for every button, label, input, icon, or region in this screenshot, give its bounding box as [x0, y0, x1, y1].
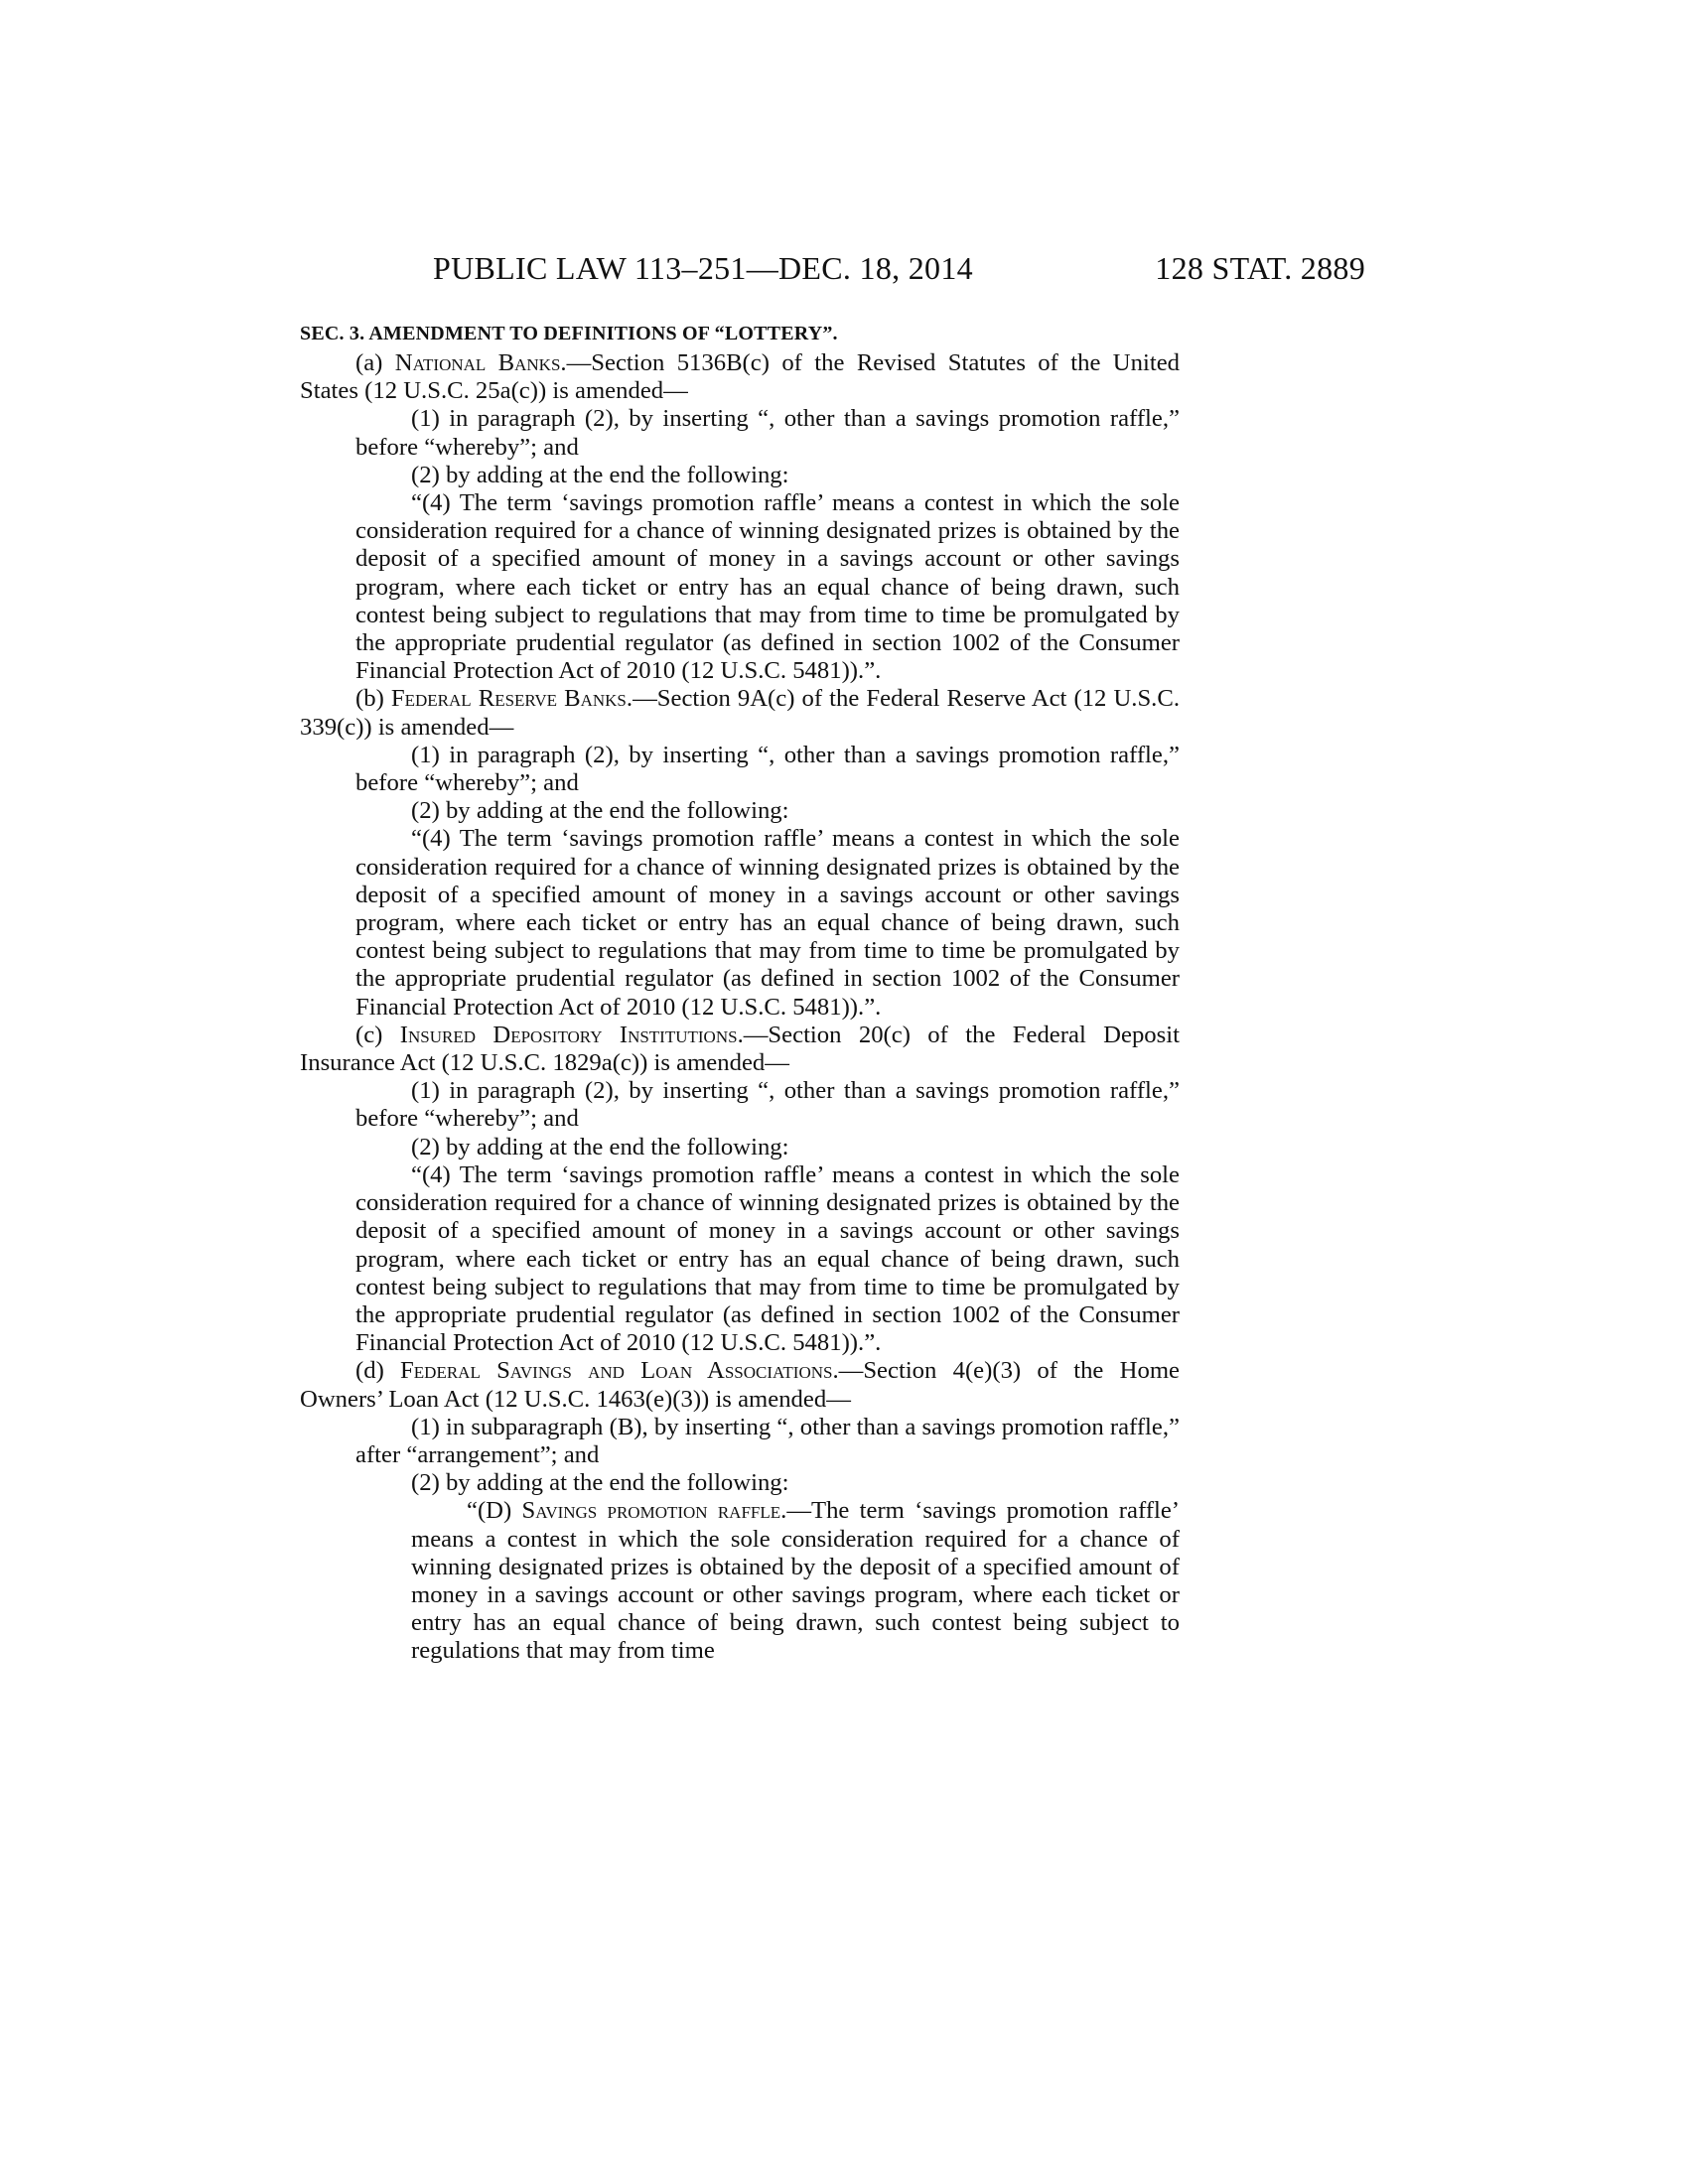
definition-b4: “(4) The term ‘savings promotion raffle’ means a contest in which the sole consideration required for a chance of winning designated prizes is obtained by the deposit of a specified amount of money in a savings account or other savings program, where each ticket or entry has an equal chance of being drawn, such contest being subject to regulations that may from time to time be promulgated by the appropriate prudential regulator (as defined in section 1002 of the Consumer Financial Protection Act of 2010 (12 U.S.C. 5481)).”. [355, 825, 1180, 1021]
subsection-b-caption: Federal Reserve Banks [390, 685, 627, 713]
definition-d-caption: Savings promotion raffle [521, 1497, 781, 1525]
subsection-d-text: .—Section 4(e)(3) of the Home Owners’ Loan Act (12 U.S.C. 1463(e)(3)) is amended— [300, 1357, 1180, 1413]
paragraph-a1: (1) in paragraph (2), by inserting “, other than a savings promotion raffle,” before “whereby”; and [355, 405, 1180, 461]
subsection-b-label: (b) [355, 685, 391, 713]
paragraph-b1: (1) in paragraph (2), by inserting “, other than a savings promotion raffle,” before “whereby”; and [355, 741, 1180, 797]
definition-d-label: “(D) [467, 1497, 522, 1525]
subsection-d-label: (d) [355, 1357, 401, 1385]
paragraph-d1: (1) in subparagraph (B), by inserting “, other than a savings promotion raffle,” after “arrangement”; and [355, 1413, 1180, 1468]
paragraph-d2: (2) by adding at the end the following: [411, 1469, 789, 1497]
subsection-b-text: .—Section 9A(c) of the Federal Reserve Act (12 U.S.C. 339(c)) is amended— [300, 685, 1180, 741]
subsection-c-text: .—Section 20(c) of the Federal Deposit Insurance Act (12 U.S.C. 1829a(c)) is amended— [300, 1021, 1180, 1077]
running-header-stat-page: 128 STAT. 2889 [1155, 250, 1365, 286]
paragraph-a2: (2) by adding at the end the following: [411, 461, 789, 488]
subsection-c [300, 1022, 1180, 1077]
subsection-a-caption: National Banks [394, 349, 561, 376]
definition-d [300, 1497, 1180, 1665]
subsection-b [300, 685, 1180, 741]
definition-c4: “(4) The term ‘savings promotion raffle’ means a contest in which the sole consideration required for a chance of winning designated prizes is obtained by the deposit of a specified amount of money in a savings account or other savings program, where each ticket or entry has an equal chance of being drawn, such contest being subject to regulations that may from time to time be promulgated by the appropriate prudential regulator (as defined in section 1002 of the Consumer Financial Protection Act of 2010 (12 U.S.C. 5481)).”. [355, 1160, 1180, 1357]
subsection-a-label: (a) [355, 349, 395, 376]
definition-d-text: .—The term ‘savings promotion raffle’ means a contest in which the sole consideration required for a chance of winning designated prizes is obtained by the deposit of a specified amount of money in a savings account or other savings program, where each ticket or entry has an equal chance of being drawn, such contest being subject to regulations that may from time [411, 1497, 1181, 1665]
subsection-a [300, 349, 1180, 405]
subsection-a-text: .—Section 5136B(c) of the Revised Statutes of the United States (12 U.S.C. 25a(c)) is amended— [300, 349, 1180, 405]
definition-a4: “(4) The term ‘savings promotion raffle’ means a contest in which the sole consideration required for a chance of winning designated prizes is obtained by the deposit of a specified amount of money in a savings account or other savings program, where each ticket or entry has an equal chance of being drawn, such contest being subject to regulations that may from time to time be promulgated by the appropriate prudential regulator (as defined in section 1002 of the Consumer Financial Protection Act of 2010 (12 U.S.C. 5481)).”. [355, 489, 1180, 685]
subsection-c-caption: Insured Depository Institutions [399, 1021, 738, 1048]
section-heading: SEC. 3. AMENDMENT TO DEFINITIONS OF “LOTTERY”. [300, 323, 838, 344]
subsection-d [300, 1357, 1180, 1413]
document-body [300, 349, 1180, 1666]
paragraph-c2: (2) by adding at the end the following: [411, 1133, 789, 1160]
paragraph-c1: (1) in paragraph (2), by inserting “, other than a savings promotion raffle,” before “whereby”; and [355, 1077, 1180, 1133]
subsection-d-caption: Federal Savings and Loan Associations [400, 1357, 833, 1385]
running-header-title: PUBLIC LAW 113–251—DEC. 18, 2014 [433, 250, 973, 286]
subsection-c-label: (c) [355, 1021, 400, 1048]
paragraph-b2: (2) by adding at the end the following: [411, 797, 789, 825]
